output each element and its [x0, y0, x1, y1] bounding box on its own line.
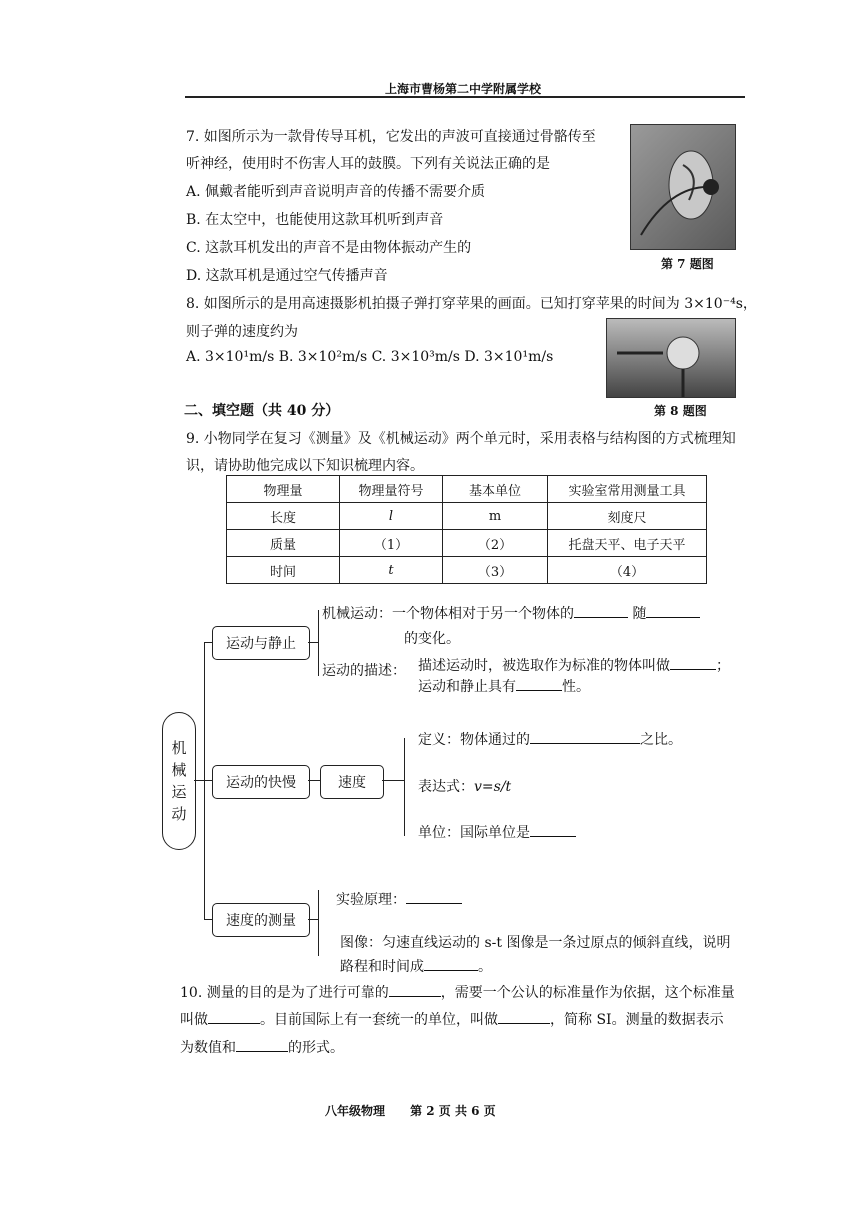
- answer-blank[interactable]: [236, 1038, 288, 1052]
- connector: [204, 642, 212, 643]
- image-line1: 图像：匀速直线运动的 s-t 图像是一条过原点的倾斜直线，说明: [340, 935, 731, 951]
- connector: [308, 780, 320, 781]
- answer-blank[interactable]: [670, 656, 716, 670]
- expr-label: 表达式：: [418, 779, 474, 795]
- root-char: 运: [171, 783, 187, 801]
- knowledge-table: [226, 475, 707, 584]
- speed-expression: [418, 776, 511, 796]
- q8-line1: 8. 如图所示的是用高速摄影机拍摄子弹打穿苹果的画面。已知打穿苹果的时间为 3×10⁻⁴s，: [186, 296, 757, 312]
- q7-caption: 第 7 题图: [661, 257, 714, 271]
- def-text: 之比。: [640, 732, 682, 748]
- b1-item1: [322, 603, 700, 623]
- speed-definition: [418, 729, 682, 749]
- ear-icon: [631, 125, 735, 249]
- answer-blank[interactable]: [530, 823, 576, 837]
- diagram-root: [162, 712, 196, 850]
- b1-item2: [418, 655, 730, 675]
- root-char: 机: [171, 739, 187, 757]
- unit-text: 单位：国际单位是: [418, 825, 530, 841]
- b1-item1-cont: 的变化。: [404, 631, 460, 647]
- b1-item2-cont: [418, 676, 590, 696]
- answer-blank[interactable]: [646, 604, 700, 618]
- b1-text: 机械运动：一个物体相对于另一个物体的: [322, 606, 574, 622]
- q10-line2: [180, 1009, 724, 1029]
- answer-blank[interactable]: [530, 730, 640, 744]
- b1-text: 运动和静止具有: [418, 679, 516, 695]
- connector: [204, 919, 212, 920]
- apple-icon: [607, 319, 735, 397]
- image-text: 。: [478, 959, 492, 975]
- table-row: [227, 503, 707, 530]
- connector: [308, 642, 318, 643]
- q10-text: 。目前国际上有一套统一的单位，叫做: [260, 1012, 498, 1028]
- brace-2: [404, 738, 405, 836]
- q7-option-a: A. 佩戴者能听到声音说明声音的传播不需要介质: [186, 184, 486, 200]
- q10-text: 的形式。: [288, 1040, 344, 1056]
- brace-3: [318, 890, 319, 956]
- bullet-apple-image: [606, 318, 736, 398]
- table-cell: （1）: [340, 530, 443, 557]
- table-cell: t: [340, 557, 443, 584]
- q10-line1: [180, 982, 735, 1002]
- page-footer: 八年级物理 第 2 页 共 6 页: [325, 1104, 496, 1118]
- root-bracket: [204, 642, 205, 920]
- q9-line2: 识，请协助他完成以下知识梳理内容。: [186, 458, 424, 474]
- table-header: 基本单位: [443, 476, 548, 503]
- table-cell: 托盘天平、电子天平: [548, 530, 707, 557]
- table-cell: 时间: [227, 557, 340, 584]
- q10-text: 叫做: [180, 1012, 208, 1028]
- table-header: 物理量: [227, 476, 340, 503]
- q7-line1: 7. 如图所示为一款骨传导耳机，它发出的声波可直接通过骨骼传至: [186, 129, 596, 145]
- principle: [336, 889, 462, 909]
- branch-motion-rest: 运动与静止: [212, 626, 310, 660]
- b1-item2-label: 运动的描述：: [322, 663, 406, 679]
- table-header: 物理量符号: [340, 476, 443, 503]
- q10-text: 为数值和: [180, 1040, 236, 1056]
- table-header: 实验室常用测量工具: [548, 476, 707, 503]
- brace-1: [318, 610, 319, 676]
- q8-line2: 则子弹的速度约为: [186, 324, 298, 340]
- school-header: 上海市曹杨第二中学附属学校: [385, 82, 542, 96]
- root-char: 动: [171, 805, 187, 823]
- connector: [382, 780, 404, 781]
- answer-blank[interactable]: [424, 957, 478, 971]
- table-cell: m: [443, 503, 548, 530]
- expr-formula: v=s/t: [474, 779, 512, 795]
- image-line2: [340, 956, 492, 976]
- q10-line3: [180, 1037, 344, 1057]
- header-rule: [185, 96, 745, 98]
- q10-text: 10. 测量的目的是为了进行可靠的: [180, 985, 389, 1001]
- q10-text: ，需要一个公认的标准量作为依据，这个标准量: [440, 985, 735, 1001]
- answer-blank[interactable]: [574, 604, 628, 618]
- q7-option-d: D. 这款耳机是通过空气传播声音: [186, 268, 388, 284]
- q8-options: A. 3×10¹m/s B. 3×10²m/s C. 3×10³m/s D. 3×10¹m/s: [186, 349, 554, 365]
- table-cell: 长度: [227, 503, 340, 530]
- q10-text: ，简称 SI。测量的数据表示: [550, 1012, 724, 1028]
- q9-line1: 9. 小物同学在复习《测量》及《机械运动》两个单元时，采用表格与结构图的方式梳理知: [186, 431, 736, 447]
- branch-speed-level: 运动的快慢: [212, 765, 310, 799]
- q7-line2: 听神经，使用时不伤害人耳的鼓膜。下列有关说法正确的是: [186, 156, 550, 172]
- table-cell: （4）: [548, 557, 707, 584]
- b1-text: 性。: [562, 679, 590, 695]
- bone-conduction-earphone-image: [630, 124, 736, 250]
- answer-blank[interactable]: [389, 983, 441, 997]
- principle-text: 实验原理：: [336, 892, 406, 908]
- image-text: 路程和时间成: [340, 959, 424, 975]
- connector: [194, 780, 212, 781]
- table-row: [227, 557, 707, 584]
- def-text: 定义：物体通过的: [418, 732, 530, 748]
- answer-blank[interactable]: [406, 890, 462, 904]
- table-header-row: [227, 476, 707, 503]
- section-title: 二、填空题（共 40 分）: [184, 403, 340, 419]
- speed-box: 速度: [320, 765, 384, 799]
- q7-option-b: B. 在太空中，也能使用这款耳机听到声音: [186, 212, 444, 228]
- table-cell: （2）: [443, 530, 548, 557]
- answer-blank[interactable]: [208, 1010, 260, 1024]
- table-cell: 刻度尺: [548, 503, 707, 530]
- root-char: 械: [171, 761, 187, 779]
- b1-text: 描述运动时，被选取作为标准的物体叫做: [418, 658, 670, 674]
- connector: [308, 919, 318, 920]
- answer-blank[interactable]: [516, 677, 562, 691]
- answer-blank[interactable]: [498, 1010, 550, 1024]
- table-row: [227, 530, 707, 557]
- q7-option-c: C. 这款耳机发出的声音不是由物体振动产生的: [186, 240, 472, 256]
- b1-text: ；: [716, 658, 730, 674]
- q8-caption: 第 8 题图: [654, 404, 707, 418]
- table-cell: 质量: [227, 530, 340, 557]
- table-cell: （3）: [443, 557, 548, 584]
- table-cell: l: [340, 503, 443, 530]
- branch-speed-measure: 速度的测量: [212, 903, 310, 937]
- speed-unit: [418, 822, 576, 842]
- b1-text: 随: [632, 606, 647, 622]
